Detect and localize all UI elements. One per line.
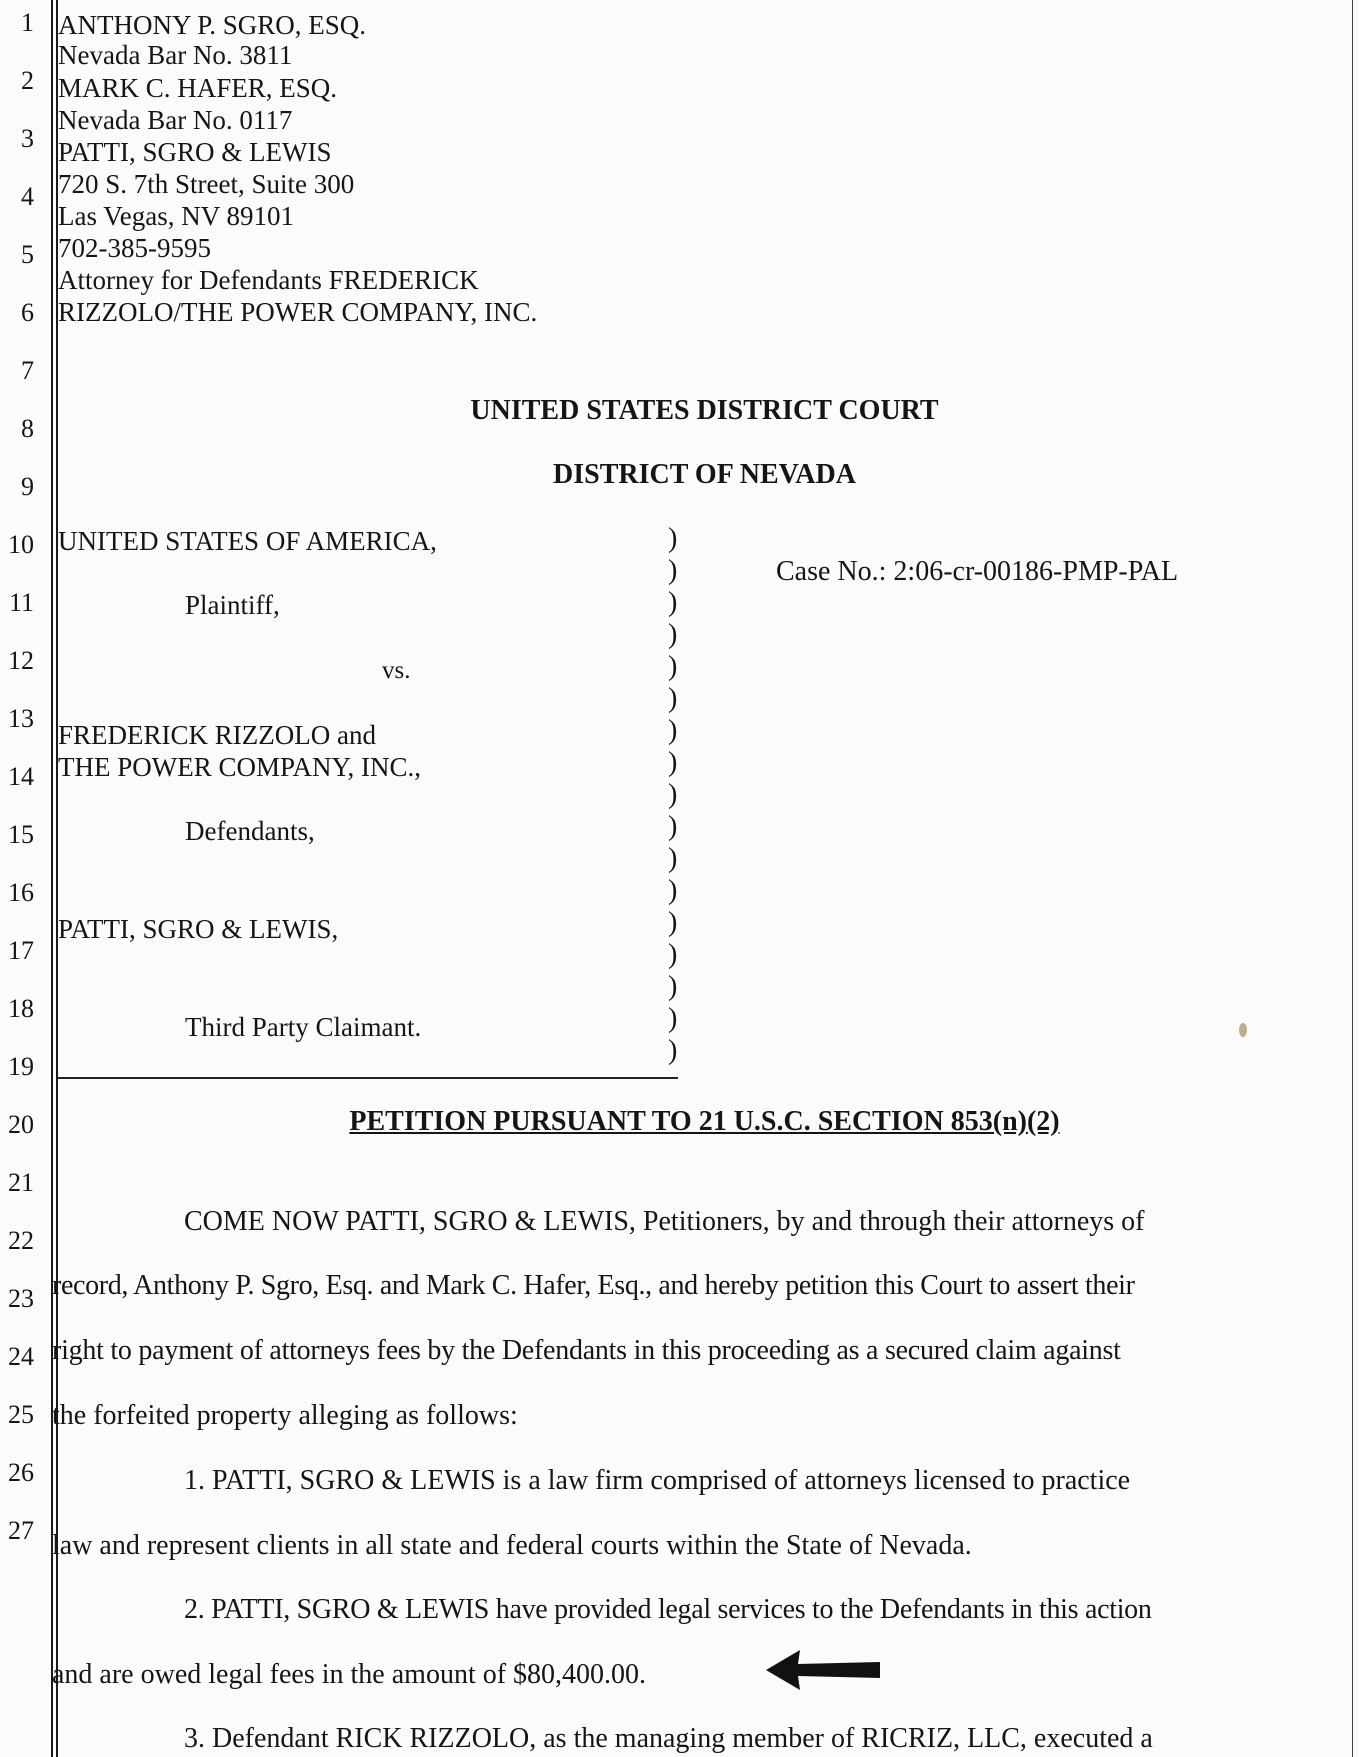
- line-number: 14: [8, 762, 34, 791]
- claimant-role: Third Party Claimant.: [185, 1012, 422, 1042]
- court-district: DISTRICT OF NEVADA: [553, 459, 856, 490]
- caption-paren: ): [668, 1003, 678, 1034]
- line-number: 2: [21, 66, 34, 95]
- left-margin-rule: [51, 0, 53, 1757]
- line-number: 22: [8, 1226, 34, 1255]
- line-number: 4: [21, 182, 34, 211]
- line-number: 8: [21, 414, 34, 443]
- paragraph-3: 3. Defendant RICK RIZZOLO, as the managing member of RICRIZ, LLC, executed a: [184, 1723, 1153, 1754]
- line-number: 19: [8, 1052, 34, 1081]
- line-number: 12: [8, 646, 34, 675]
- line-number: 23: [8, 1284, 34, 1313]
- caption-paren: ): [668, 779, 678, 810]
- caption-paren: ): [668, 555, 678, 586]
- caption-paren: ): [668, 747, 678, 778]
- petition-title: PETITION PURSUANT TO 21 U.S.C. SECTION 853(n)(2): [349, 1106, 1060, 1137]
- paragraph-1-cont: law and represent clients in all state and federal courts within the State of Nevada.: [52, 1530, 972, 1561]
- caption-paren: ): [668, 1035, 678, 1066]
- caption-paren: ): [668, 619, 678, 650]
- caption-paren: ): [668, 683, 678, 714]
- line-number: 9: [21, 472, 34, 501]
- caption-paren: ): [668, 715, 678, 746]
- defendant-role: Defendants,: [185, 816, 315, 846]
- line-number: 18: [8, 994, 34, 1023]
- line-number: 10: [8, 530, 34, 559]
- right-margin-rule: [1352, 0, 1353, 1757]
- caption-paren: ): [668, 811, 678, 842]
- line-number: 13: [8, 704, 34, 733]
- caption-bottom-rule: [58, 1077, 678, 1079]
- bar-number: Nevada Bar No. 3811: [58, 40, 293, 70]
- defendant-name: FREDERICK RIZZOLO and: [58, 720, 376, 750]
- scan-speck: [1236, 1020, 1256, 1050]
- caption-paren: ): [668, 587, 678, 618]
- line-number: 1: [21, 8, 34, 37]
- versus: vs.: [382, 657, 411, 684]
- caption-paren: ): [668, 907, 678, 938]
- line-number: 25: [8, 1400, 34, 1429]
- paragraph-1: 1. PATTI, SGRO & LEWIS is a law firm comprised of attorneys licensed to practice: [184, 1465, 1131, 1496]
- attorney-name: ANTHONY P. SGRO, ESQ.: [58, 10, 367, 40]
- line-number: 3: [21, 124, 34, 153]
- line-number: 7: [21, 356, 34, 385]
- intro-line: record, Anthony P. Sgro, Esq. and Mark C. Hafer, Esq., and hereby petition this Court to assert their: [52, 1270, 1135, 1301]
- firm-address: 720 S. 7th Street, Suite 300: [58, 169, 355, 199]
- intro-line: COME NOW PATTI, SGRO & LEWIS, Petitioners, by and through their attorneys of: [184, 1206, 1145, 1237]
- firm-name: PATTI, SGRO & LEWIS: [58, 137, 332, 167]
- caption-paren: ): [668, 939, 678, 970]
- paragraph-2: 2. PATTI, SGRO & LEWIS have provided legal services to the Defendants in this action: [184, 1594, 1152, 1625]
- caption-paren: ): [668, 843, 678, 874]
- caption-paren: ): [668, 651, 678, 682]
- intro-line: right to payment of attorneys fees by the Defendants in this proceeding as a secured claim against: [52, 1335, 1121, 1366]
- plaintiff-name: UNITED STATES OF AMERICA,: [58, 526, 437, 556]
- plaintiff-role: Plaintiff,: [185, 590, 280, 620]
- attorney-name: MARK C. HAFER, ESQ.: [58, 73, 338, 103]
- paragraph-2-cont: and are owed legal fees in the amount of $80,400.00.: [52, 1659, 647, 1690]
- line-number: 6: [21, 298, 34, 327]
- line-number: 15: [8, 820, 34, 849]
- line-number: 24: [8, 1342, 34, 1371]
- caption-paren: ): [668, 875, 678, 906]
- line-number: 17: [8, 936, 34, 965]
- line-number: 5: [21, 240, 34, 269]
- court-name: UNITED STATES DISTRICT COURT: [470, 395, 939, 426]
- case-number: Case No.: 2:06-cr-00186-PMP-PAL: [776, 556, 1179, 587]
- caption-paren: ): [668, 523, 678, 554]
- firm-phone: 702-385-9595: [58, 233, 211, 263]
- claimant-name: PATTI, SGRO & LEWIS,: [58, 914, 339, 944]
- arrow-left-icon: [766, 1648, 882, 1692]
- intro-line: the forfeited property alleging as follows:: [52, 1400, 518, 1431]
- line-number: 27: [8, 1516, 34, 1545]
- bar-number: Nevada Bar No. 0117: [58, 105, 293, 135]
- line-number: 21: [8, 1168, 34, 1197]
- firm-city: Las Vegas, NV 89101: [58, 201, 294, 231]
- line-number: 26: [8, 1458, 34, 1487]
- line-number: 20: [8, 1110, 34, 1139]
- attorney-for-cont: RIZZOLO/THE POWER COMPANY, INC.: [58, 297, 538, 327]
- line-number: 16: [8, 878, 34, 907]
- defendant-name-cont: THE POWER COMPANY, INC.,: [58, 752, 422, 782]
- attorney-for: Attorney for Defendants FREDERICK: [58, 265, 479, 295]
- caption-paren: ): [668, 971, 678, 1002]
- line-number: 11: [8, 588, 34, 617]
